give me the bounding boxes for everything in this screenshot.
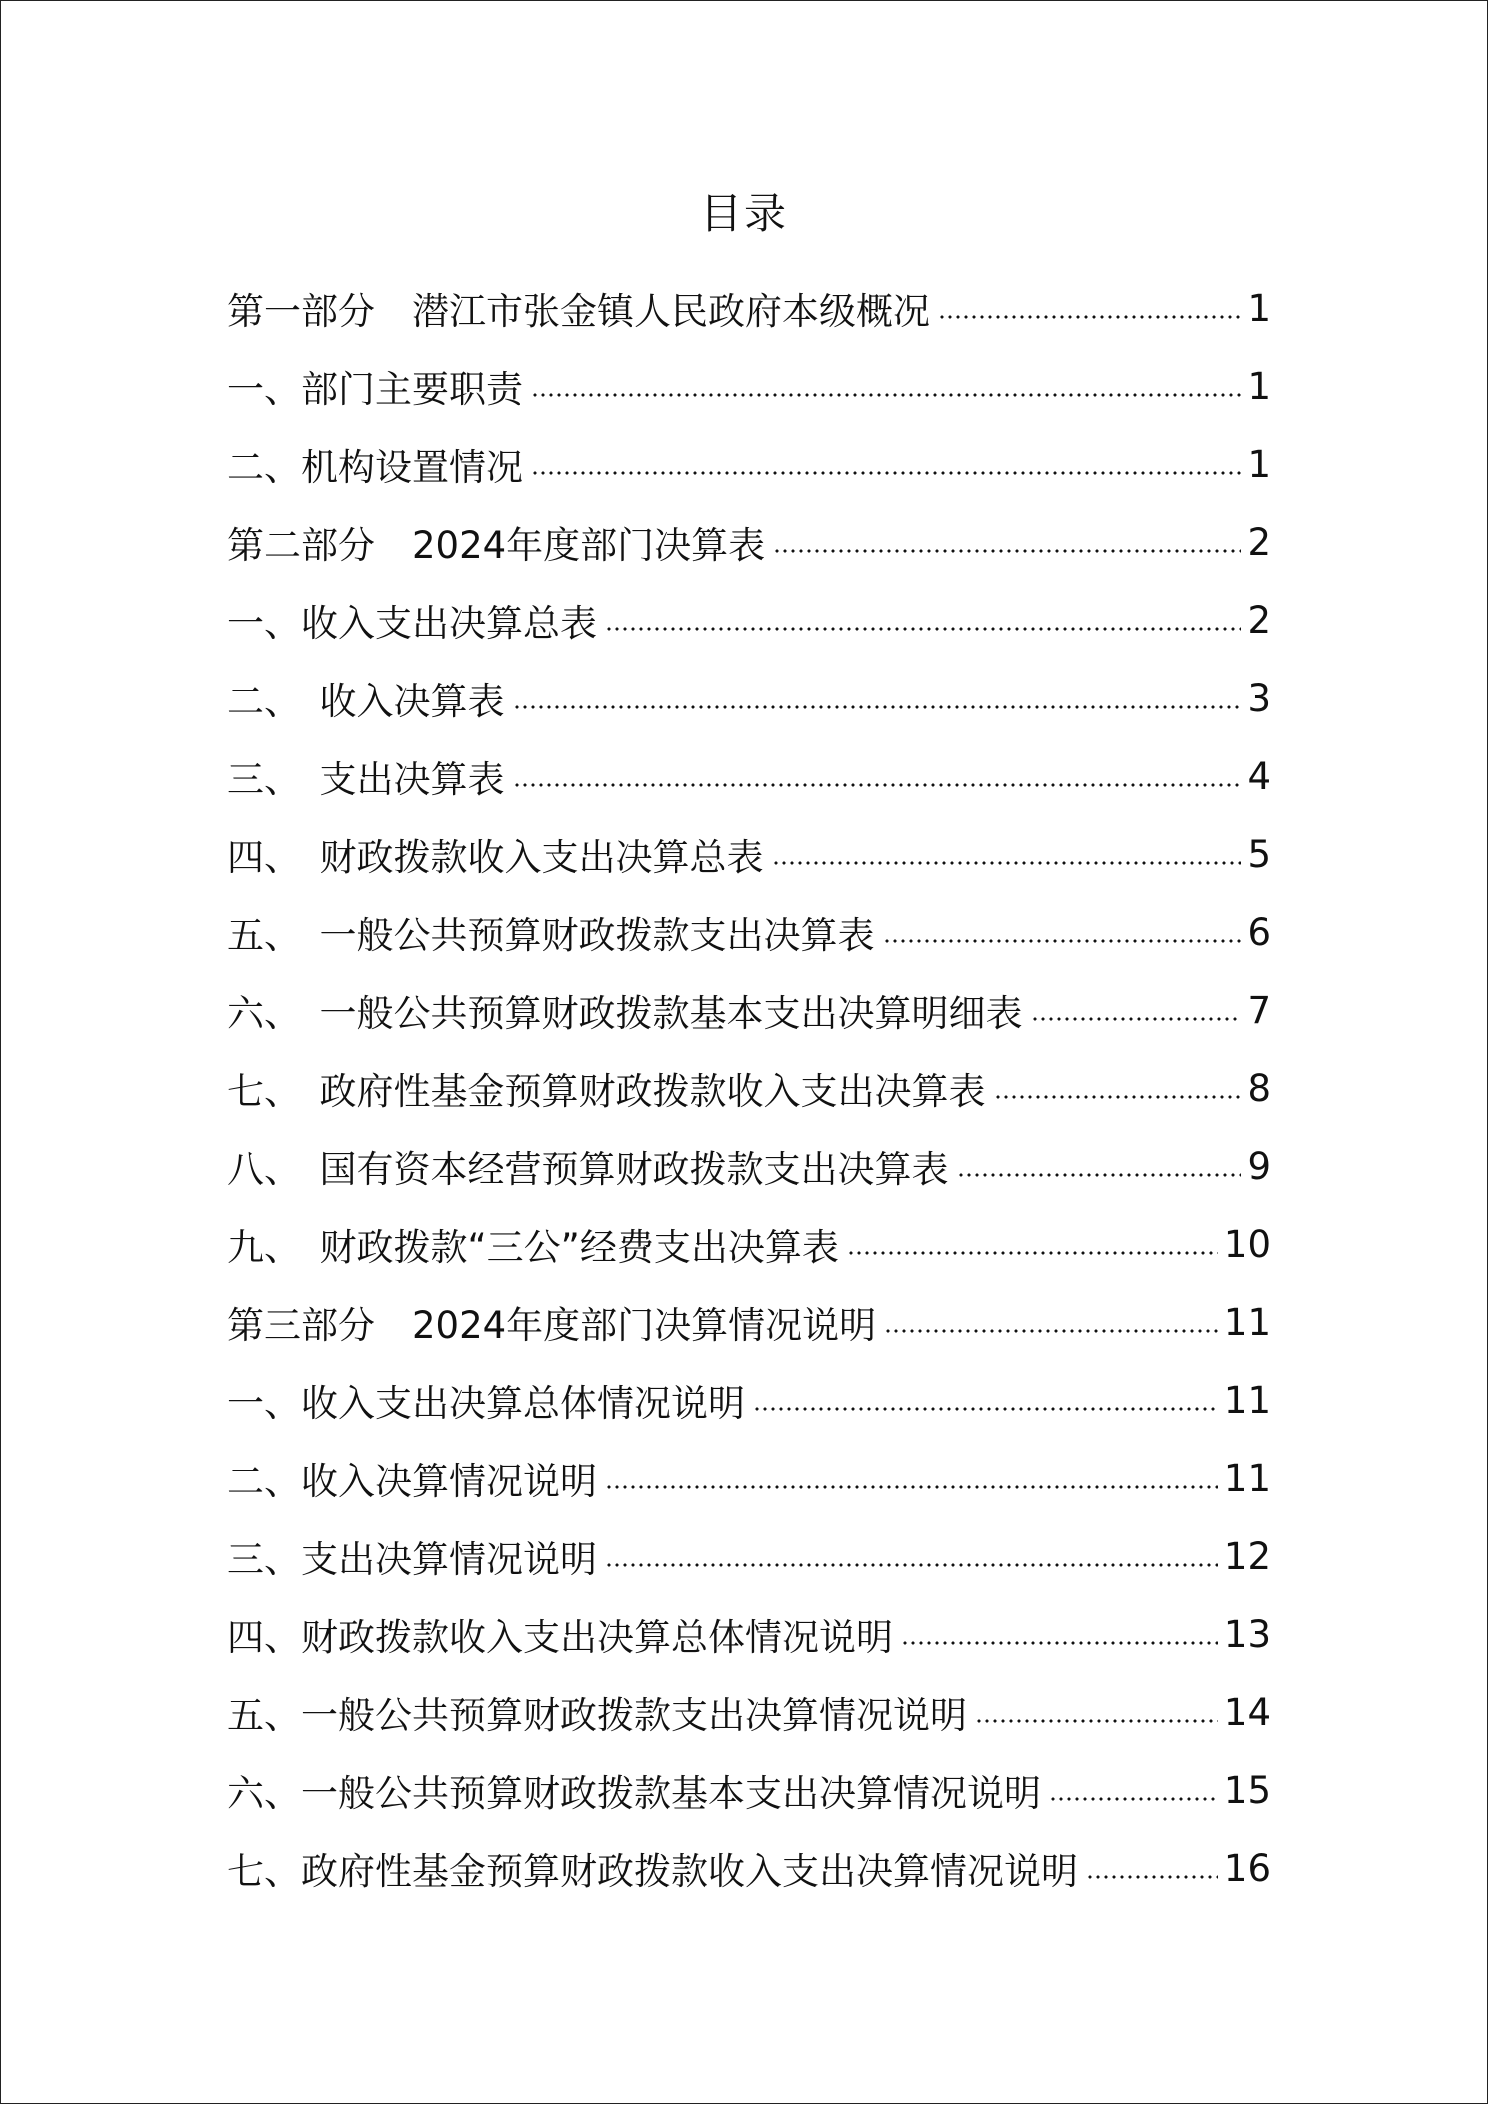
toc-entry-label: 五、 一般公共预算财政拨款支出决算表 [227,914,875,957]
toc-entry-label: 第一部分 潜江市张金镇人民政府本级概况 [227,290,930,333]
toc-entry[interactable] [227,1517,1271,1595]
toc-entry[interactable] [227,1595,1271,1673]
toc-page-number: 9 [1247,1144,1271,1188]
toc-entry[interactable] [227,893,1271,971]
toc-page-number: 11 [1223,1300,1271,1344]
dot-leader [773,549,1241,553]
toc-page-number: 7 [1247,988,1271,1032]
toc-entry[interactable] [227,1361,1271,1439]
toc-list [227,269,1271,1907]
dot-leader [938,315,1241,319]
toc-page-number: 5 [1247,832,1271,876]
toc-entry[interactable] [227,971,1271,1049]
toc-page-number: 3 [1247,676,1271,720]
toc-entry[interactable] [227,503,1271,581]
dot-leader [605,627,1241,631]
toc-entry-label: 五、一般公共预算财政拨款支出决算情况说明 [227,1694,967,1737]
toc-entry-label: 六、 一般公共预算财政拨款基本支出决算明细表 [227,992,1023,1035]
toc-entry-label: 一、部门主要职责 [227,368,523,411]
toc-entry-label: 二、 收入决算表 [227,680,505,723]
toc-page-number: 12 [1223,1534,1271,1578]
dot-leader [884,1329,1218,1333]
toc-page-number: 16 [1223,1846,1271,1890]
dot-leader [513,705,1242,709]
toc-entry[interactable] [227,659,1271,737]
toc-entry[interactable] [227,737,1271,815]
toc-entry[interactable] [227,581,1271,659]
dot-leader [772,861,1242,865]
dot-leader [1086,1875,1218,1879]
dot-leader [975,1719,1218,1723]
toc-page-number: 11 [1223,1456,1271,1500]
toc-entry[interactable] [227,1283,1271,1361]
toc-page-number: 15 [1223,1768,1271,1812]
toc-page-number: 13 [1223,1612,1271,1656]
toc-entry[interactable] [227,269,1271,347]
toc-entry[interactable] [227,1829,1271,1907]
toc-entry[interactable] [227,815,1271,893]
toc-entry-label: 一、收入支出决算总表 [227,602,597,645]
toc-page-number: 10 [1223,1222,1271,1266]
dot-leader [605,1485,1218,1489]
toc-page-number: 14 [1223,1690,1271,1734]
dot-leader [847,1251,1218,1255]
dot-leader [531,471,1241,475]
toc-title: 目录 [699,189,788,238]
toc-entry[interactable] [227,1751,1271,1829]
toc-entry-label: 第二部分 2024年度部门决算表 [227,524,766,567]
toc-entry[interactable] [227,1127,1271,1205]
toc-entry-label: 二、机构设置情况 [227,446,523,489]
toc-page-number: 4 [1247,754,1271,798]
toc-entry-label: 二、收入决算情况说明 [227,1460,597,1503]
dot-leader [753,1407,1218,1411]
dot-leader [531,393,1241,397]
dot-leader [605,1563,1218,1567]
dot-leader [957,1173,1242,1177]
toc-page-number: 2 [1247,520,1271,564]
toc-page-number: 2 [1247,598,1271,642]
toc-entry-label: 九、 财政拨款“三公”经费支出决算表 [227,1226,839,1269]
toc-entry-label: 三、 支出决算表 [227,758,505,801]
toc-entry[interactable] [227,1049,1271,1127]
toc-entry[interactable] [227,425,1271,503]
dot-leader [994,1095,1242,1099]
dot-leader [883,939,1242,943]
toc-entry-label: 一、收入支出决算总体情况说明 [227,1382,745,1425]
toc-entry-label: 八、 国有资本经营预算财政拨款支出决算表 [227,1148,949,1191]
toc-page-number: 6 [1247,910,1271,954]
toc-entry-label: 第三部分 2024年度部门决算情况说明 [227,1304,877,1347]
toc-page-number: 1 [1247,364,1271,408]
toc-entry[interactable] [227,1673,1271,1751]
dot-leader [901,1641,1218,1645]
toc-entry[interactable] [227,1205,1271,1283]
toc-entry-label: 三、支出决算情况说明 [227,1538,597,1581]
toc-page-number: 1 [1247,442,1271,486]
toc-entry[interactable] [227,1439,1271,1517]
toc-entry-label: 六、一般公共预算财政拨款基本支出决算情况说明 [227,1772,1041,1815]
toc-page-number: 1 [1247,286,1271,330]
toc-page-number: 11 [1223,1378,1271,1422]
dot-leader [513,783,1242,787]
toc-page-number: 8 [1247,1066,1271,1110]
toc-entry-label: 四、财政拨款收入支出决算总体情况说明 [227,1616,893,1659]
dot-leader [1049,1797,1218,1801]
dot-leader [1031,1017,1242,1021]
toc-entry[interactable] [227,347,1271,425]
toc-entry-label: 四、 财政拨款收入支出决算总表 [227,836,764,879]
toc-entry-label: 七、 政府性基金预算财政拨款收入支出决算表 [227,1070,986,1113]
toc-entry-label: 七、政府性基金预算财政拨款收入支出决算情况说明 [227,1850,1078,1893]
